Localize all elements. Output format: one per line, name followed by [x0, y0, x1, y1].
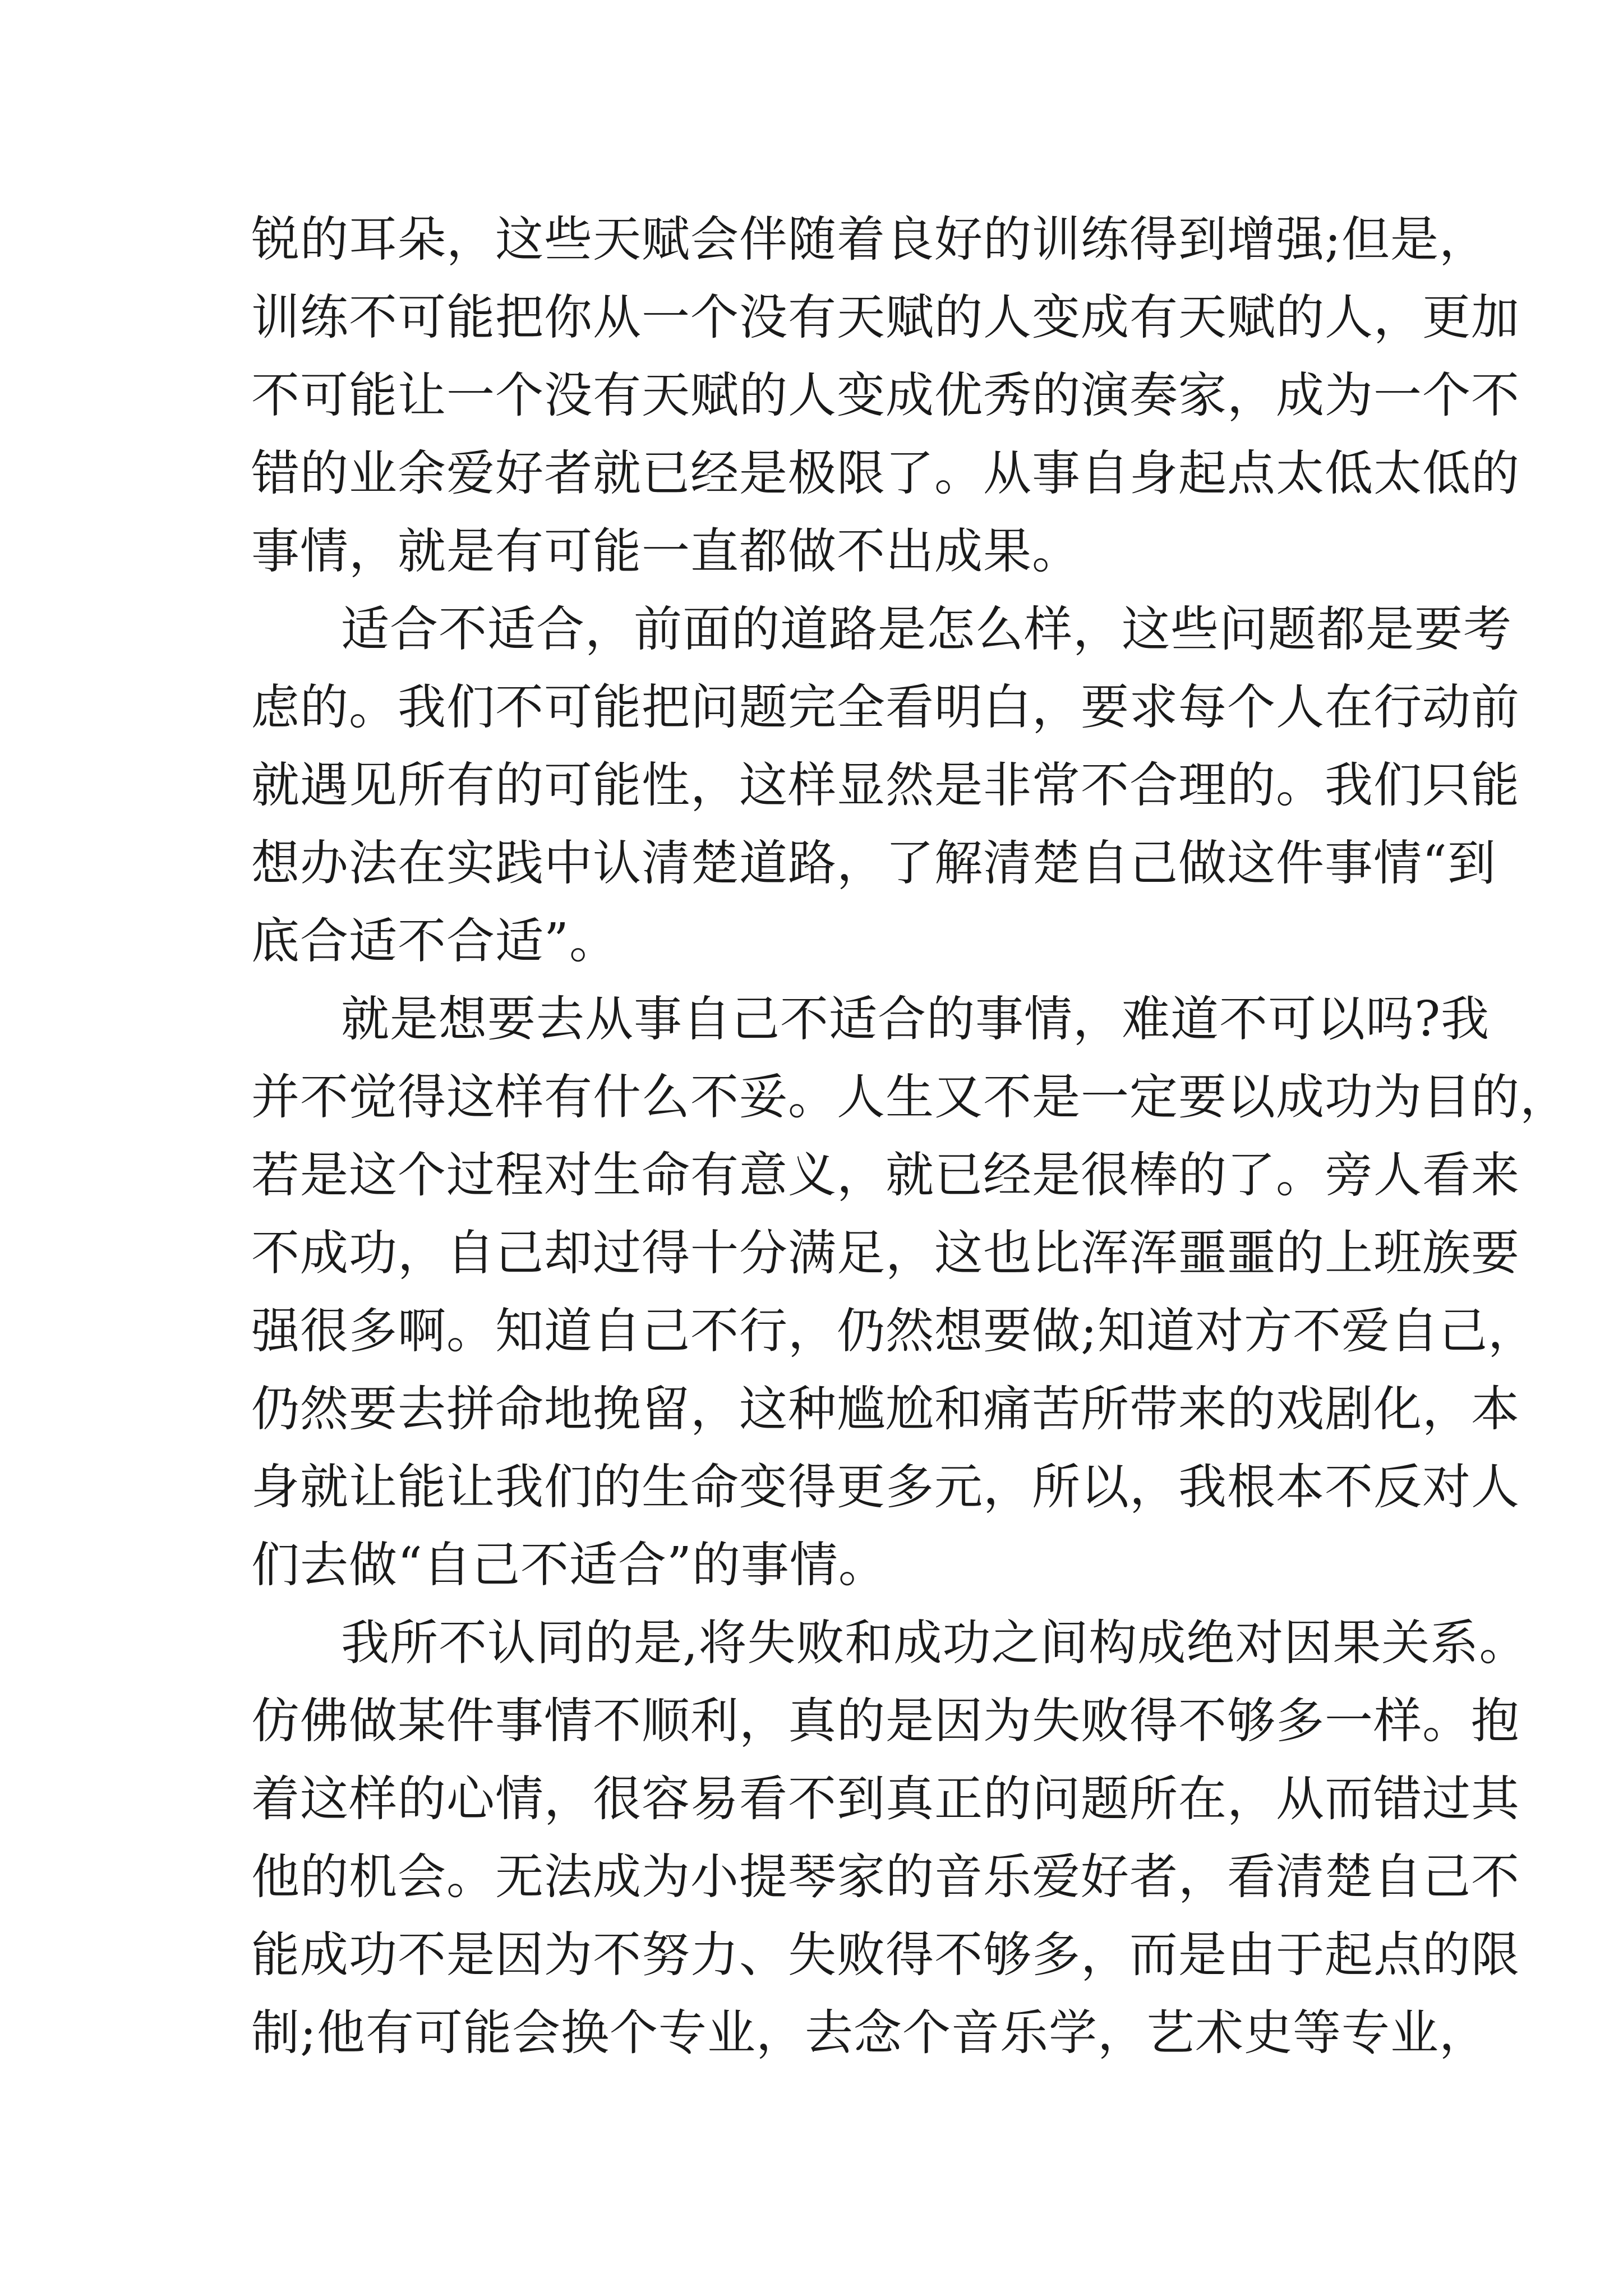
text-line: 仍然要去拼命地挽留，这种尴尬和痛苦所带来的戏剧化，本 — [251, 1381, 1520, 1437]
paragraph-1 — [251, 201, 1520, 591]
paragraph-3 — [251, 981, 1569, 1604]
text-line: 身就让能让我们的生命变得更多元，所以，我根本不反对人 — [251, 1459, 1520, 1515]
text-line: 训练不可能把你从一个没有天赋的人变成有天赋的人，更加 — [251, 289, 1520, 346]
text-line: 我所不认同的是,将失败和成功之间构成绝对因果关系。 — [341, 1615, 1528, 1671]
text-line: 事情，就是有可能一直都做不出成果。 — [251, 523, 1081, 579]
text-line: 并不觉得这样有什么不妥。人生又不是一定要以成功为目的， — [251, 1069, 1569, 1125]
text-line: 不成功，自己却过得十分满足，这也比浑浑噩噩的上班族要 — [251, 1225, 1520, 1281]
text-line: 底合适不合适”。 — [251, 913, 618, 969]
text-line: 不可能让一个没有天赋的人变成优秀的演奏家，成为一个不 — [251, 367, 1520, 424]
text-line: 想办法在实践中认清楚道路，了解清楚自己做这件事情“到 — [251, 835, 1496, 891]
body-text — [251, 201, 1569, 2072]
text-line: 能成功不是因为不努力、失败得不够多，而是由于起点的限 — [251, 1927, 1520, 1983]
text-line: 仿佛做某件事情不顺利，真的是因为失败得不够多一样。抱 — [251, 1693, 1520, 1749]
text-line: 若是这个过程对生命有意义，就已经是很棒的了。旁人看来 — [251, 1147, 1520, 1203]
paragraph-2 — [251, 591, 1520, 981]
paragraph-4 — [251, 1604, 1528, 2072]
text-line: 强很多啊。知道自己不行，仍然想要做;知道对方不爱自己， — [251, 1303, 1537, 1359]
text-line: 适合不适合，前面的道路是怎么样，这些问题都是要考 — [341, 601, 1512, 657]
text-line: 们去做“自己不适合”的事情。 — [251, 1537, 887, 1593]
text-line: 他的机会。无法成为小提琴家的音乐爱好者，看清楚自己不 — [251, 1849, 1520, 1905]
text-line: 虑的。我们不可能把问题完全看明白，要求每个人在行动前 — [251, 679, 1520, 735]
text-line: 锐的耳朵，这些天赋会伴随着良好的训练得到增强;但是， — [251, 211, 1488, 268]
text-line: 错的业余爱好者就已经是极限了。从事自身起点太低太低的 — [251, 445, 1520, 501]
text-line: 就是想要去从事自己不适合的事情，难道不可以吗?我 — [341, 991, 1490, 1047]
text-line: 制;他有可能会换个专业，去念个音乐学，艺术史等专业， — [251, 2005, 1488, 2061]
text-line: 就遇见所有的可能性，这样显然是非常不合理的。我们只能 — [251, 757, 1520, 813]
text-line: 着这样的心情，很容易看不到真正的问题所在，从而错过其 — [251, 1771, 1520, 1827]
